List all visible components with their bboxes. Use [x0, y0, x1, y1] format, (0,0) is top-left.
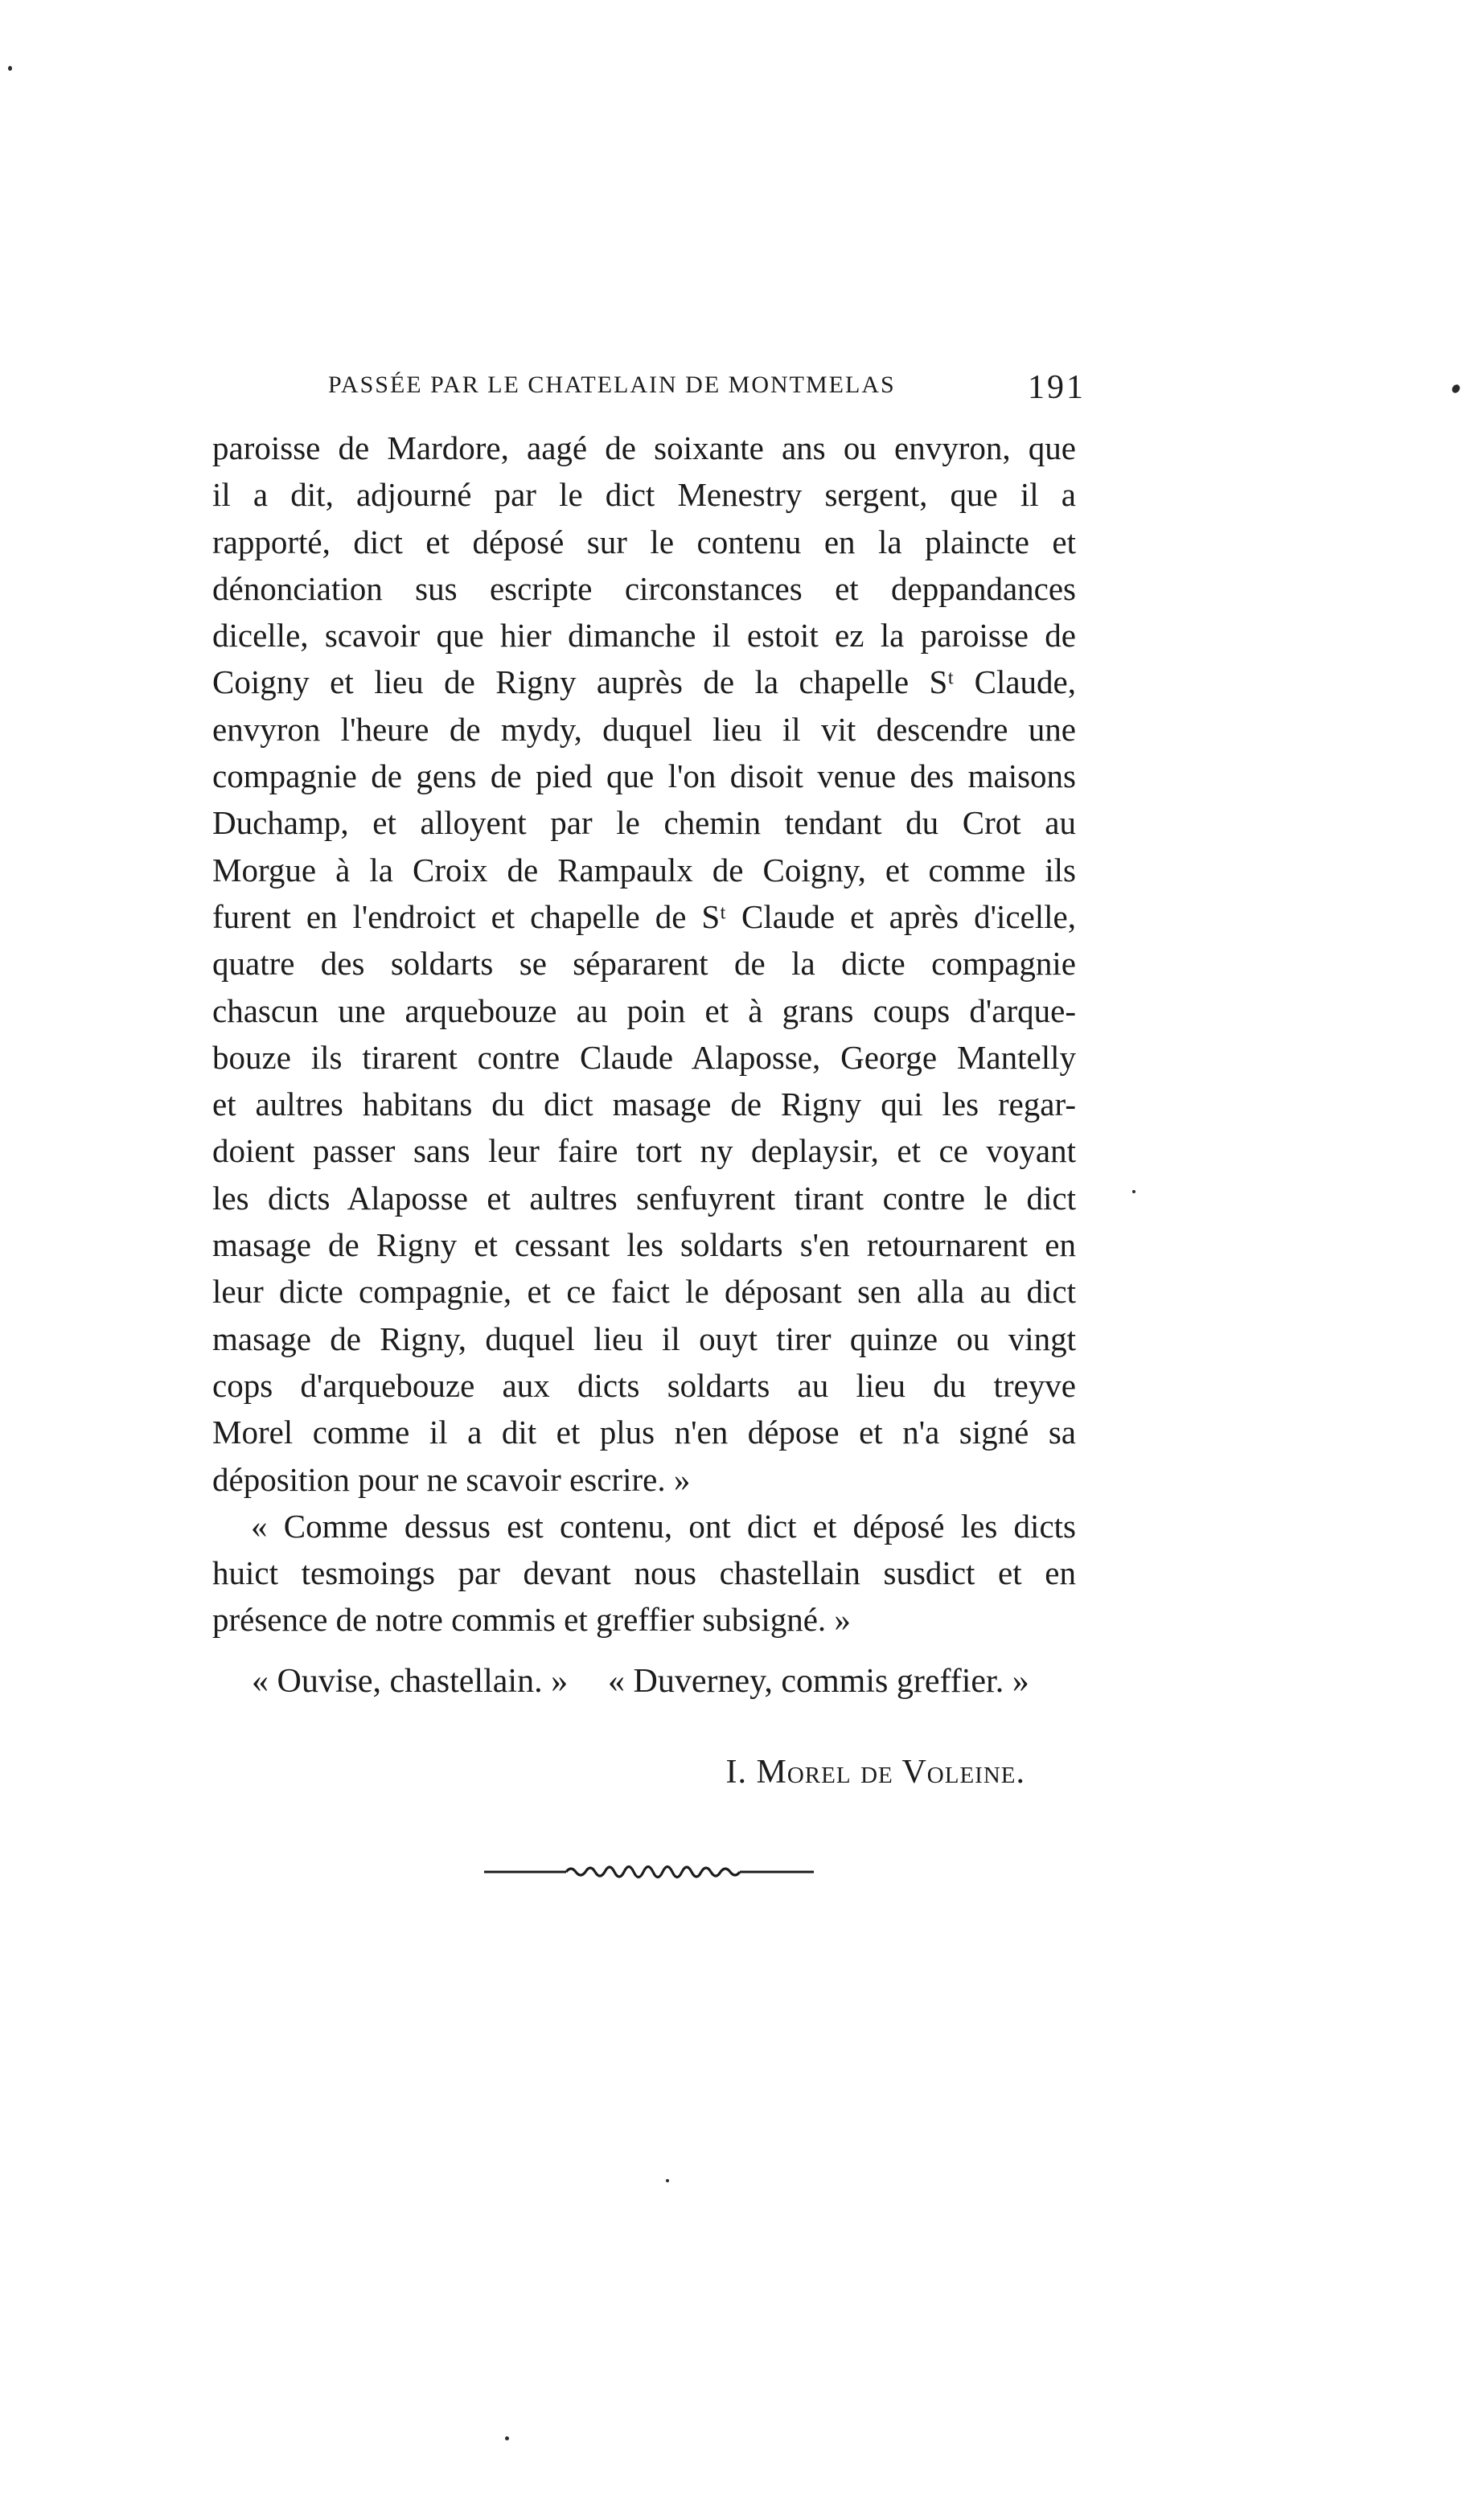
text-line: Morel comme il a dit et plus n'en dépose et n'a signé sa — [212, 1414, 1076, 1451]
print-speck — [666, 2179, 669, 2182]
text-line: il a dit, adjourné par le dict Menestry sergent, que il a — [212, 476, 1076, 514]
text-line: Morgue à la Croix de Rampaulx de Coigny, et comme ils — [212, 851, 1076, 889]
text-line: bouze ils tirarent contre Claude Alaposse, George Mantelly — [212, 1038, 1076, 1076]
text-line: masage de Rigny et cessant les soldarts s'en retournarent en — [212, 1226, 1076, 1264]
text-line: huict tesmoings par devant nous chastellain susdict et en — [212, 1554, 1076, 1592]
print-speck — [505, 2436, 509, 2440]
wavy-rule-ornament-svg — [483, 1854, 815, 1886]
signature-greffier: « Duverney, commis greffier. » — [608, 1663, 1029, 1700]
page-header — [328, 371, 1086, 412]
ornament-wave — [566, 1867, 740, 1878]
text-line: doient passer sans leur faire tort ny deplaysir, et ce voyant — [212, 1132, 1076, 1170]
text-line: Duchamp, et alloyent par le chemin tendant du Crot au — [212, 804, 1076, 842]
text-line: paroisse de Mardore, aagé de soixante ans ou envyron, que — [212, 429, 1076, 466]
print-speck — [8, 66, 12, 71]
text-line: et aultres habitans du dict masage de Rigny qui les regar- — [212, 1086, 1076, 1123]
author-signature: I. Morel de Voleine. — [725, 1754, 1025, 1791]
text-line: dicelle, scavoir que hier dimanche il estoit ez la paroisse de — [212, 617, 1076, 655]
text-line: « Comme dessus est contenu, ont dict et déposé les dicts — [251, 1507, 1076, 1545]
text-line: cops d'arquebouze aux dicts soldarts au lieu du treyve — [212, 1366, 1076, 1404]
text-line: chascun une arquebouze au poin et à grans coups d'arque- — [212, 991, 1076, 1029]
page-number: 191 — [1028, 369, 1086, 406]
text-line: furent en l'endroict et chapelle de Sᵗ Claude et après d'icelle, — [212, 897, 1076, 935]
print-speck — [1132, 1190, 1135, 1193]
text-line: envyron l'heure de mydy, duquel lieu il vit descendre une — [212, 710, 1076, 748]
text-line: présence de notre commis et greffier subsigné. » — [212, 1601, 851, 1639]
body-text — [212, 425, 1076, 1644]
text-line: compagnie de gens de pied que l'on disoit venue des maisons — [212, 757, 1076, 795]
signature-chastellain: « Ouvise, chastellain. » — [252, 1663, 569, 1700]
running-title: PASSÉE PAR LE CHATELAIN DE MONTMELAS — [328, 371, 896, 398]
text-line: dénonciation sus escripte circonstances et deppandances — [212, 569, 1076, 607]
signatures — [252, 1662, 1080, 1710]
text-line: Coigny et lieu de Rigny auprès de la chapelle Sᵗ Claude, — [212, 663, 1076, 701]
print-speck — [1451, 383, 1462, 394]
text-line: masage de Rigny, duquel lieu il ouyt tirer quinze ou vingt — [212, 1320, 1076, 1357]
wavy-rule-ornament-icon — [483, 1854, 815, 1886]
text-line: rapporté, dict et déposé sur le contenu en la plaincte et — [212, 523, 1076, 560]
text-line: quatre des soldarts se sépararent de la dicte compagnie — [212, 945, 1076, 983]
text-line: leur dicte compagnie, et ce faict le déposant sen alla au dict — [212, 1273, 1076, 1311]
text-line: les dicts Alaposse et aultres senfuyrent tirant contre le dict — [212, 1179, 1076, 1217]
text-line: déposition pour ne scavoir escrire. » — [212, 1460, 691, 1498]
